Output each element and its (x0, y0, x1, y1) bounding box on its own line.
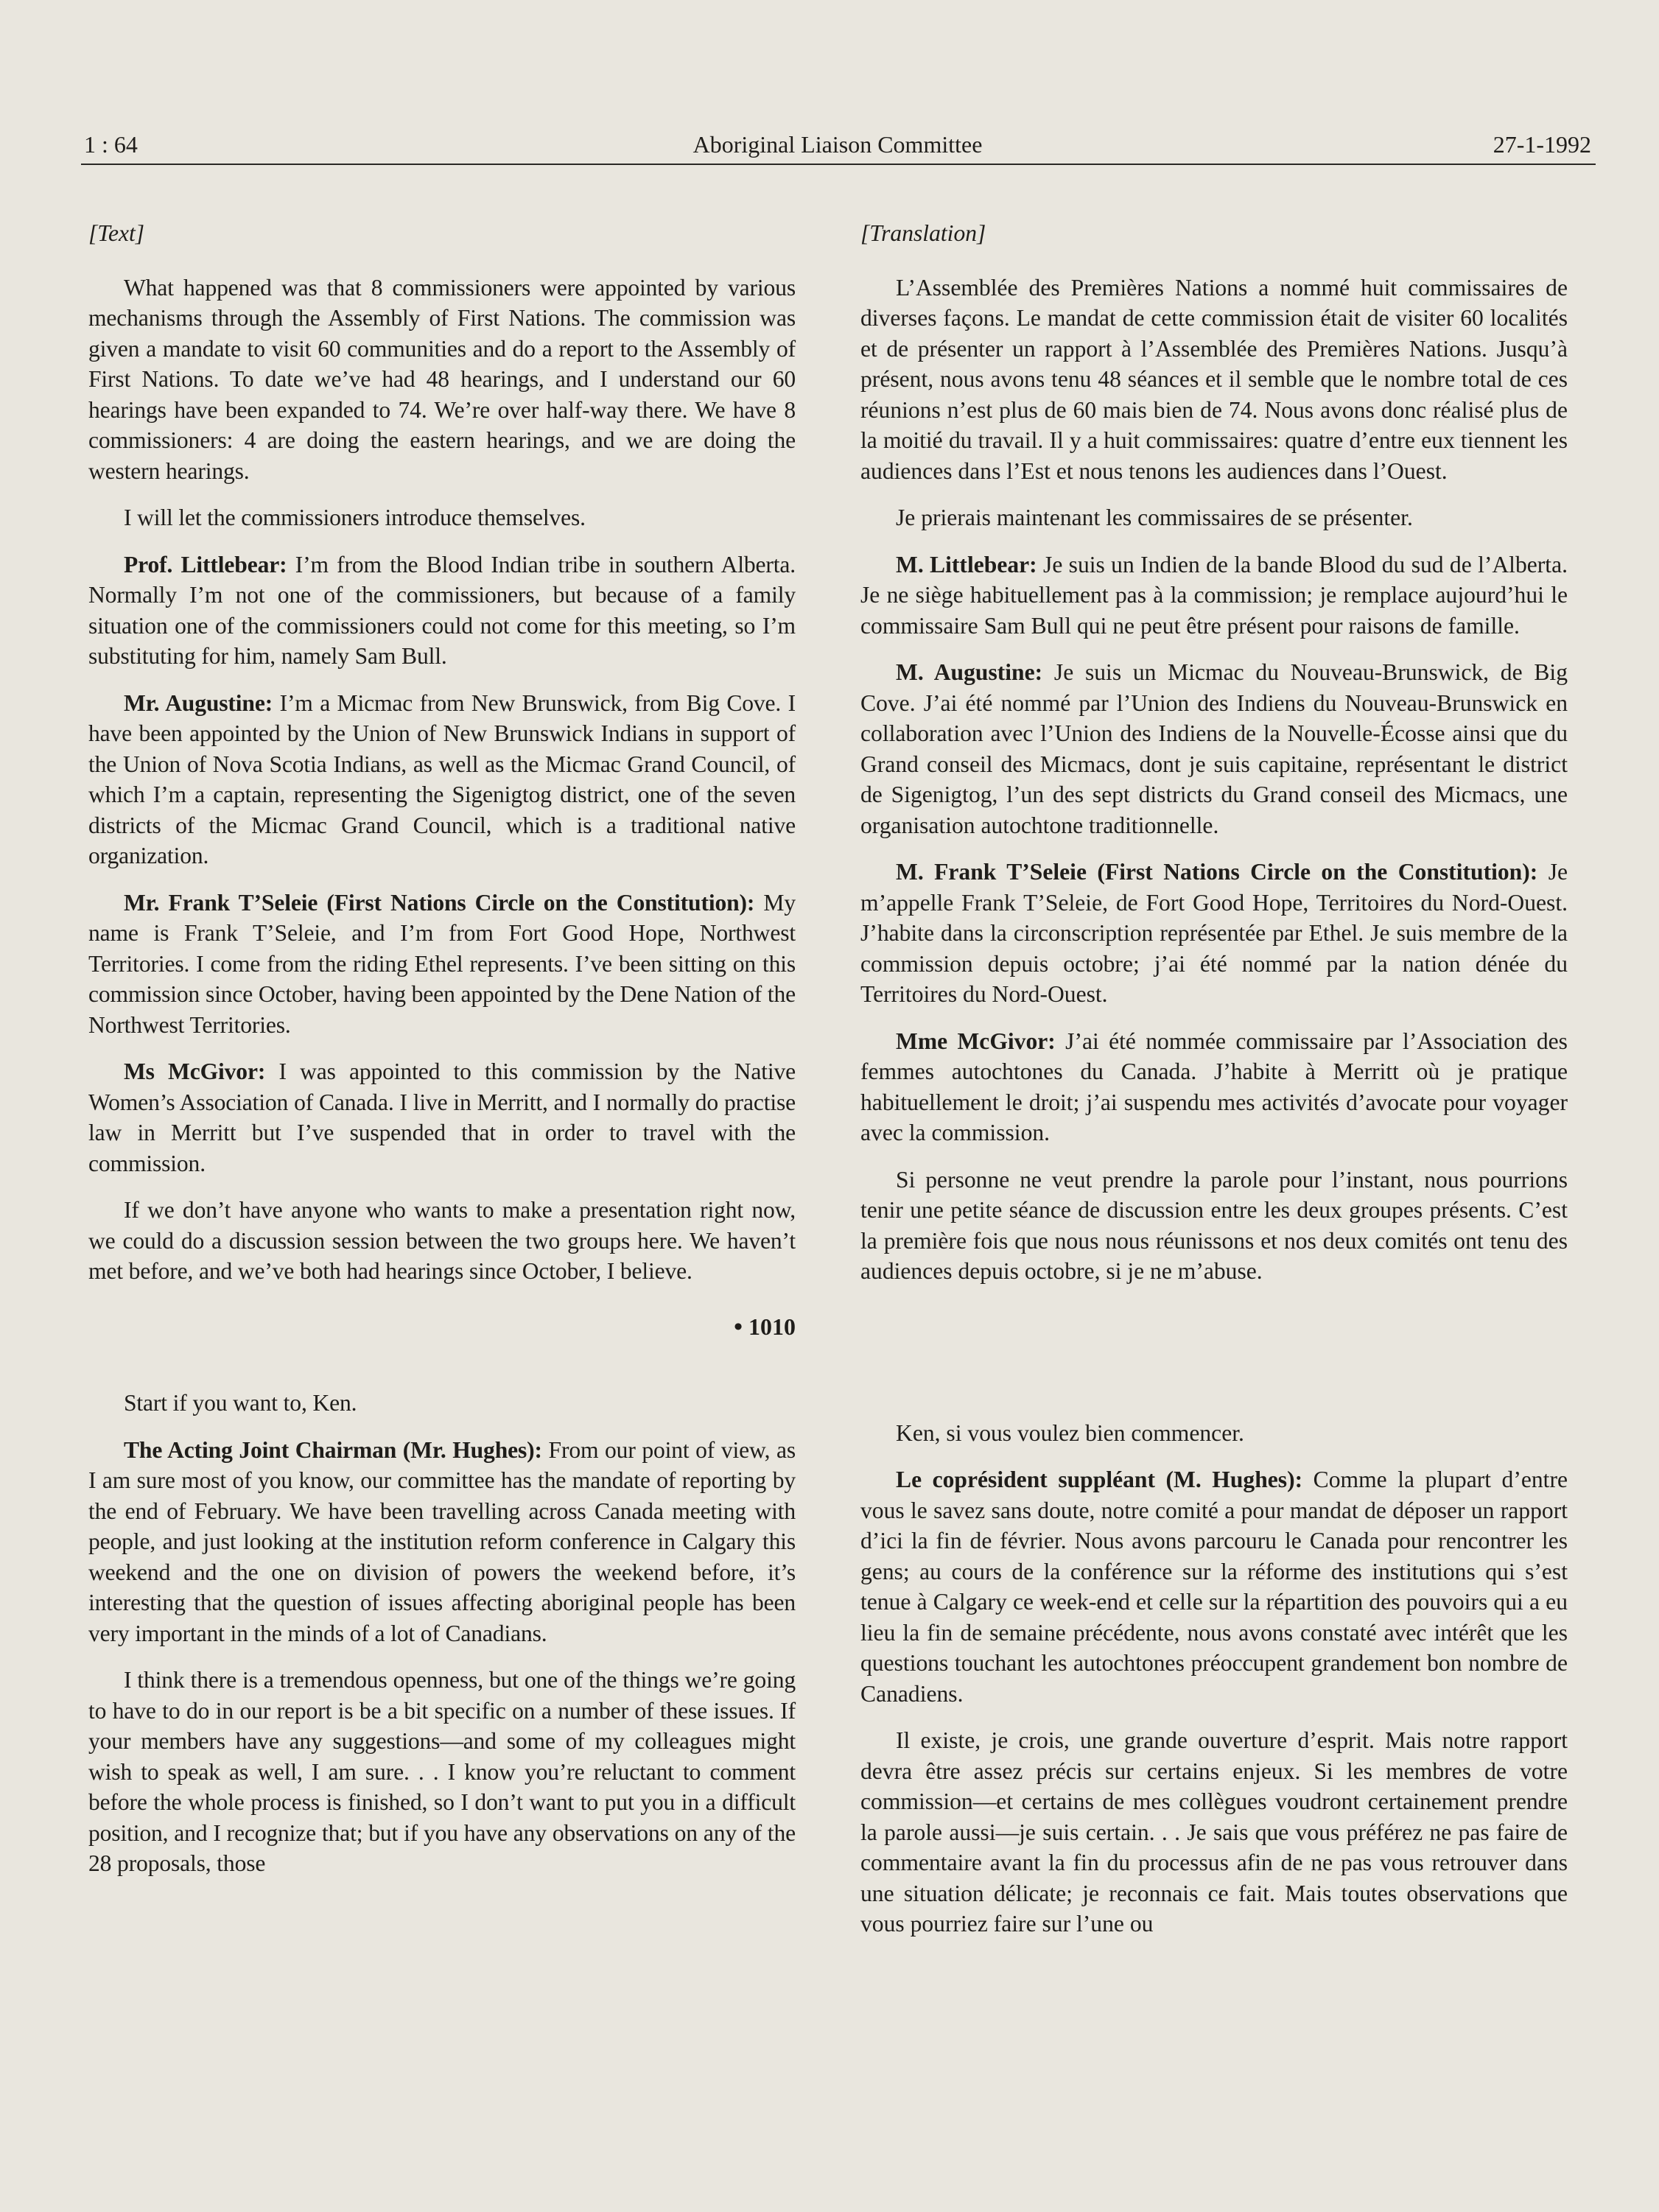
paragraph: Je prierais maintenant les commissaires de se présenter. (896, 505, 1413, 530)
translation-column (860, 218, 1568, 1956)
speaker-name: Mr. Frank T’Seleie (First Nations Circle on the Constitution): (124, 889, 755, 916)
header-rule (81, 164, 1596, 165)
paragraph: Si personne ne veut prendre la parole pour l’instant, nous pourrions tenir une petite séance de discussion entre les deux groupes présents. C’est la première fois que nous nous réunissons et nos deux comités ont tenu des audiences depuis octobre, si je ne m’abuse. (860, 1166, 1568, 1284)
bullet-icon: • (734, 1313, 743, 1341)
english-column (88, 218, 796, 1895)
text-label: [Text] (88, 220, 145, 246)
speech-paragraph: Le coprésident suppléant (M. Hughes): Comme la plupart d’entre vous le savez sans doute, notre comité a pour mandat de déposer un rapport d’ici la fin de février. Nous avons parcouru le Canada pour rencontrer les gens; au cours de la conférence sur la réforme des institutions qui s’est tenue à Calgary ce week-end et celle sur la répartition des pouvoirs qui a eu lieu la fin de semaine précédente, nous avons constaté avec intérêt que les questions touchant les autochtones préoccupent grandement bon nombre de Canadiens. (860, 1467, 1568, 1707)
paragraph: I think there is a tremendous openness, but one of the things we’re going to have to do in our report is be a bit specific on a number of these issues. If your members have any suggestions—and some of my colleagues might wish to speak as well, I am sure. . . I know you’re reluctant to comment before the whole process is finished, so I don’t want to put you in a difficult position, and I recognize that; but if you have any observations on any of the 28 proposals, those (88, 1667, 796, 1876)
running-header (84, 130, 1591, 165)
speaker-name: M. Augustine: (896, 659, 1043, 685)
speech-paragraph: Prof. Littlebear: I’m from the Blood Indian tribe in southern Alberta. Normally I’m not one of the commissioners, but because of a family situation one of the commissioners could not come for this meeting, so I’m substituting for him, namely Sam Bull. (88, 551, 796, 669)
speaker-name: Mme McGivor: (896, 1028, 1056, 1054)
speech-paragraph: Mr. Frank T’Seleie (First Nations Circle on the Constitution): My name is Frank T’Seleie, and I’m from Fort Good Hope, Northwest Territories. I come from the riding Ethel represents. I’ve been sitting on this commission since October, having been appointed by the Dene Nation of the Northwest Territories. (88, 889, 796, 1038)
column-gap (860, 1303, 1568, 1418)
speaker-name: Ms McGivor: (124, 1058, 266, 1084)
speech-paragraph: M. Littlebear: Je suis un Indien de la bande Blood du sud de l’Alberta. Je ne siège habituellement pas à la commission; je remplace aujourd’hui le commissaire Sam Bull qui ne peut être présent pour raisons de famille. (860, 551, 1568, 639)
paragraph: Start if you want to, Ken. (124, 1390, 357, 1416)
paragraph: If we don’t have anyone who wants to make a presentation right now, we could do a discussion session between the two groups here. We haven’t met before, and we’ve both had hearings since October, I believe. (88, 1197, 796, 1284)
speaker-name: The Acting Joint Chairman (Mr. Hughes): (124, 1436, 542, 1463)
speech-paragraph: Mr. Augustine: I’m a Micmac from New Brunswick, from Big Cove. I have been appointed by the Union of New Brunswick Indians in support of the Union of Nova Scotia Indians, as well as the Micmac Grand Council, of which I’m a captain, representing the Sigenigtog district, one of the seven districts of the Micmac Grand Council, which is a traditional native organization. (88, 689, 796, 868)
speech-paragraph: Ms McGivor: I was appointed to this commission by the Native Women’s Association of Canada. I live in Merritt, and I normally do practise law in Merritt but I’ve suspended that in order to travel with the commission. (88, 1058, 796, 1176)
header-date: 27-1-1992 (1493, 131, 1591, 158)
page-number: 1 : 64 (84, 131, 138, 158)
speaker-name: M. Littlebear: (896, 551, 1037, 577)
paragraph: Il existe, je crois, une grande ouverture d’esprit. Mais notre rapport devra être assez précis sur certains enjeux. Si les membres de votre commission—et certains de mes collègues voudront certainement prendre la parole aussi—je suis certain. . . Je sais que vous préférez ne pas faire de commentaire avant la fin du processus afin de ne pas vous retrouver dans une situation délicate; je reconnais ce fait. Mais toutes observations que vous pourriez faire sur l’une ou (860, 1727, 1568, 1937)
speech-paragraph: M. Augustine: Je suis un Micmac du Nouveau-Brunswick, de Big Cove. J’ai été nommé par l’Union des Indiens du Nouveau-Brunswick en collaboration avec l’Union des Indiens de la Nouvelle-Écosse ainsi que du Grand conseil des Micmacs, dont je suis capitaine, représentant le district de Sigenigtog, l’un des sept districts du Grand conseil des Micmacs, une organisation autochtone traditionnelle. (860, 659, 1568, 838)
translation-label: [Translation] (860, 220, 986, 246)
speaker-name: Prof. Littlebear: (124, 551, 287, 577)
speech-paragraph: The Acting Joint Chairman (Mr. Hughes): From our point of view, as I am sure most of you know, our committee has the mandate of reporting by the end of February. We have been travelling across Canada meeting with people, and just looking at the institution reform conference in Calgary this weekend and the one on division of powers the weekend before, it’s interesting that the question of issues affecting aboriginal people has been very important in the minds of a lot of Canadians. (88, 1436, 796, 1646)
time-marker: • 1010 (734, 1313, 796, 1341)
committee-title: Aboriginal Liaison Committee (692, 131, 983, 158)
paragraph: I will let the commissioners introduce themselves. (124, 505, 586, 530)
speaker-name: Le coprésident suppléant (M. Hughes): (896, 1467, 1303, 1492)
paragraph: L’Assemblée des Premières Nations a nommé huit commissaires de diverses façons. Le mandat de cette commission était de visiter 60 localités et de présenter un rapport à l’Assemblée des Premières Nations. Jusqu’à présent, nous avons tenu 48 séances et il semble que le nombre total de ces réunions n’est plus de 60 mais bien de 74. Nous avons donc réalisé plus de la moitié du travail. Il y a huit commissaires: quatre d’entre eux tiennent les audiences dans l’Est et nous tenons les audiences dans l’Ouest. (860, 274, 1568, 484)
paragraph: Ken, si vous voulez bien commencer. (896, 1419, 1244, 1446)
speech-paragraph: Mme McGivor: J’ai été nommée commissaire par l’Association des femmes autochtones du Canada. J’habite à Merritt où je pratique habituellement le droit; j’ai suspendu mes activités d’avocate pour voyager avec la commission. (860, 1028, 1568, 1145)
speaker-name: Mr. Augustine: (124, 689, 273, 716)
speech-paragraph: M. Frank T’Seleie (First Nations Circle on the Constitution): Je m’appelle Frank T’Seleie, de Fort Good Hope, Territoires du Nord-Ouest. J’habite dans la circonscription représentée par Ethel. Je suis membre de la commission depuis octobre; j’ai été nommé par la nation dénée du Territoires du Nord-Ouest. (860, 859, 1568, 1007)
speaker-name: M. Frank T’Seleie (First Nations Circle on the Constitution): (896, 859, 1538, 885)
paragraph: What happened was that 8 commissioners were appointed by various mechanisms through the Assembly of First Nations. The commission was given a mandate to visit 60 communities and do a report to the Assembly of First Nations. To date we’ve had 48 hearings, and I understand our 60 hearings have been expanded to 74. We’re over half-way there. We have 8 commissioners: 4 are doing the eastern hearings, and we are doing the western hearings. (88, 274, 796, 484)
